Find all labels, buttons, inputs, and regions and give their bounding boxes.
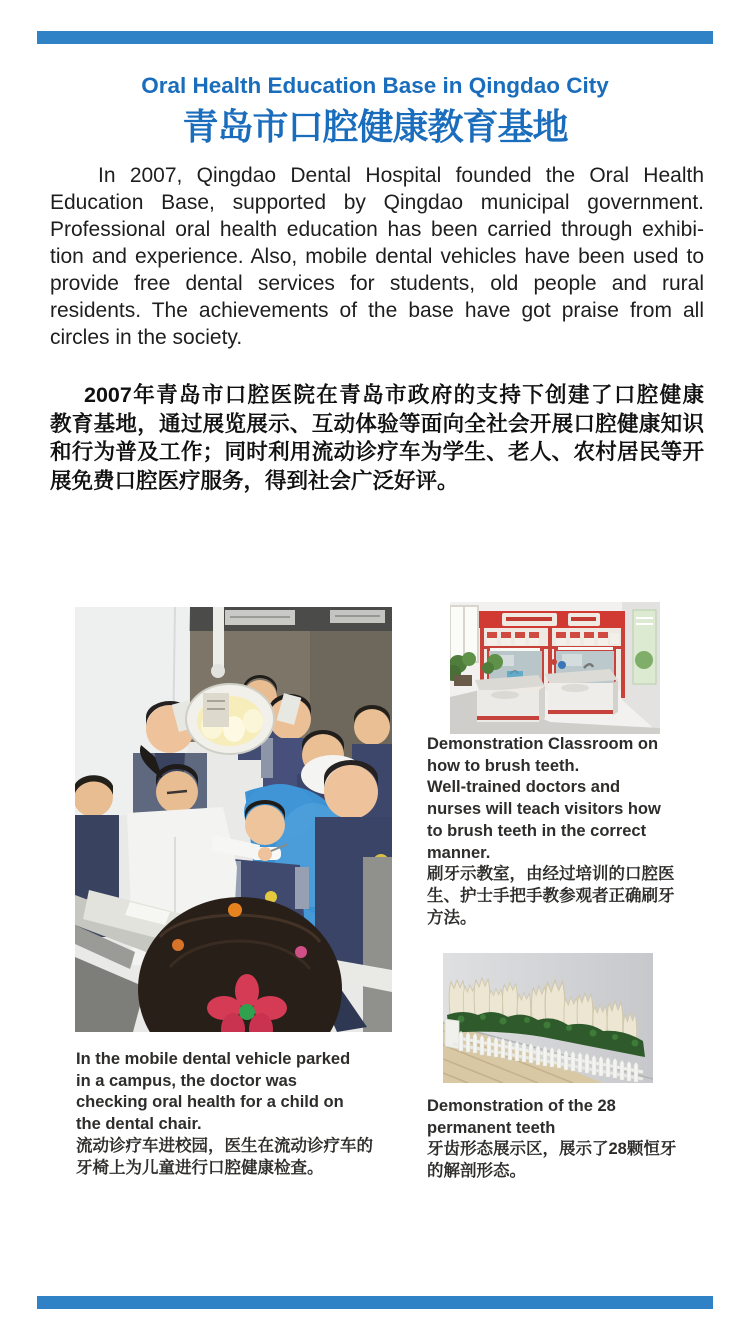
text-line: provide free dental services for students, old people and rural <box>50 272 704 295</box>
wall-poster <box>633 610 656 684</box>
text-line: 和行为普及工作；同时利用流动诊疗车为学生、老人、农村居民等开 <box>50 440 704 464</box>
page-title-chinese: 青岛市口腔健康教育基地 <box>182 106 568 147</box>
page-title-english: Oral Health Education Base in Qingdao City <box>141 73 609 98</box>
text-line: nurses will teach visitors how <box>427 800 661 819</box>
text-line: 方法。 <box>427 908 477 927</box>
bottom-rule-bar <box>37 1296 713 1309</box>
text-line: to brush teeth in the correct <box>427 821 647 840</box>
text-line: manner. <box>427 843 491 862</box>
text-line: In 2007, Qingdao Dental Hospital founded the Oral Health <box>98 164 704 187</box>
top-rule-bar <box>37 31 713 44</box>
intro-paragraph-english <box>50 162 704 351</box>
brushing-demonstration-classroom-photo <box>450 602 660 734</box>
text-line: Professional oral health education has been carried through exhibi- <box>50 218 704 241</box>
caption-teeth-display <box>427 1096 737 1183</box>
intro-paragraph-chinese <box>50 381 704 495</box>
permanent-teeth-models-photo <box>443 953 653 1083</box>
text-line: 牙椅上为儿童进行口腔健康检查。 <box>76 1158 324 1177</box>
text-line: the dental chair. <box>76 1115 202 1134</box>
text-line: 2007年青岛市口腔医院在青岛市政府的支持下创建了口腔健康 <box>84 383 704 407</box>
text-line: 刷牙示教室，由经过培训的口腔医 <box>427 865 675 884</box>
text-line: permanent teeth <box>427 1118 556 1137</box>
text-line: tion and experience. Also, mobile dental vehicles have been used to <box>50 245 704 268</box>
text-line: Well-trained doctors and <box>427 778 621 797</box>
text-line: circles in the society. <box>50 326 243 349</box>
text-line: In the mobile dental vehicle parked <box>76 1050 351 1068</box>
children-dental-checkup-photo <box>75 607 392 1032</box>
text-line: 生、护士手把手教参观者正确刷牙 <box>427 886 675 905</box>
text-line: Education Base, supported by Qingdao municipal government. <box>50 191 704 214</box>
text-line: 展免费口腔医疗服务，得到社会广泛好评。 <box>50 468 459 493</box>
text-line: Demonstration of the 28 <box>427 1097 616 1115</box>
text-line: 牙齿形态展示区，展示了28颗恒牙 <box>427 1140 677 1159</box>
text-line: 流动诊疗车进校园，医生在流动诊疗车的 <box>76 1136 373 1155</box>
text-line: residents. The achievements of the base have got praise from all <box>50 299 704 322</box>
text-line: in a campus, the doctor was <box>76 1071 297 1090</box>
text-line: Demonstration Classroom on <box>427 735 659 753</box>
equipment-column <box>363 857 392 1032</box>
caption-classroom <box>427 734 727 929</box>
text-line: 的解剖形态。 <box>427 1162 526 1181</box>
text-line: checking oral health for a child on <box>76 1093 344 1112</box>
text-line: how to brush teeth. <box>427 756 580 775</box>
caption-mobile-vehicle <box>76 1049 378 1179</box>
red-banner <box>478 611 625 628</box>
text-line: 教育基地，通过展览展示、互动体验等面向全社会开展口腔健康知识 <box>50 411 704 436</box>
